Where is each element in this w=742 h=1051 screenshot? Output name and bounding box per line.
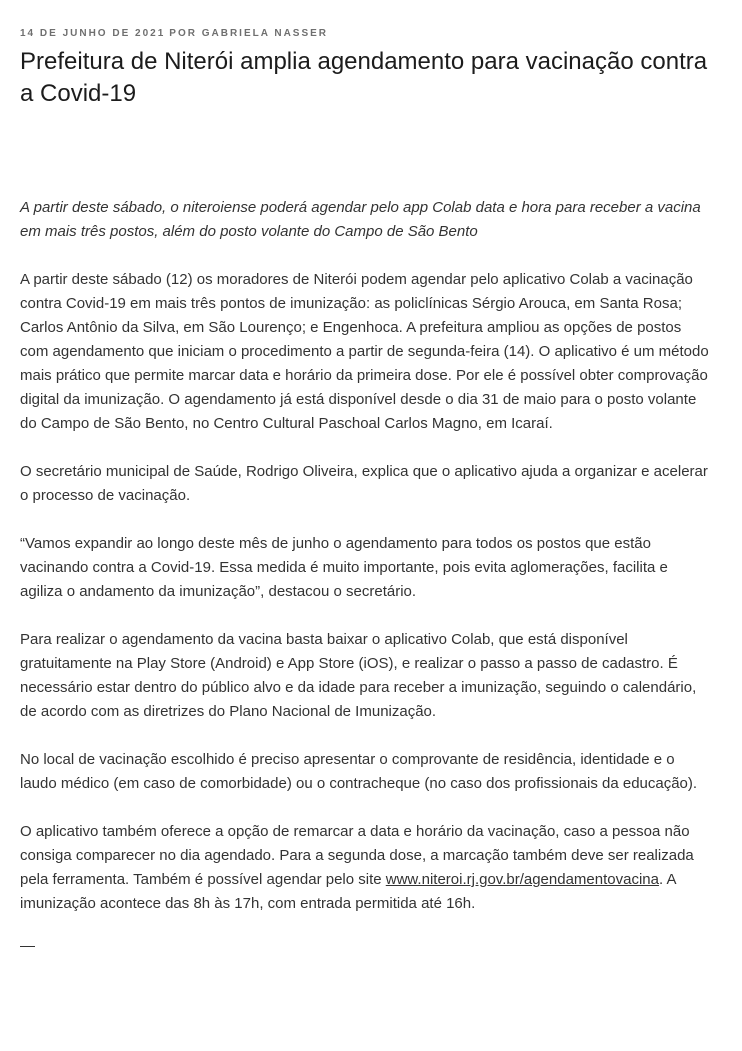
article-lead: A partir deste sábado, o niteroiense poderá agendar pelo app Colab data e hora para receber a vacina em mais três postos, além do posto volante do Campo de São Bento bbox=[20, 199, 701, 240]
last-paragraph-tail: . A imunização acontece das 8h às 17h, com entrada permitida até 16h. bbox=[20, 871, 676, 912]
article-title: Prefeitura de Niterói amplia agendamento para vacinação contra a Covid-19 bbox=[20, 48, 708, 107]
body-paragraph: Para realizar o agendamento da vacina basta baixar o aplicativo Colab, que está disponível gratuitamente na Play Store (Android) e App Store (iOS), e realizar o passo a passo de cadastro. É necessário estar dentro do público alvo e da idade para receber a imunização, seguindo o calendário, de acordo com as diretrizes do Plano Nacional de Imunização. bbox=[20, 631, 697, 720]
body-paragraph: A partir deste sábado (12) os moradores de Niterói podem agendar pelo aplicativo Colab a vacinação contra Covid-19 em mais três pontos de imunização: as policlínicas Sérgio Arouca, em Santa Rosa; Carlos Antônio da Silva, em São Lourenço; e Engenhoca. A prefeitura ampliou as opções de postos com agendamento que iniciam o procedimento a partir de segunda-feira (14). O aplicativo é um método mais prático que permite marcar data e horário da primeira dose. Por ele é possível obter comprovação digital da imunização. O agendamento já está disponível desde o dia 31 de maio para o posto volante do Campo de São Bento, no Centro Cultural Paschoal Carlos Magno, em Icaraí. bbox=[20, 271, 709, 432]
body-paragraph: O secretário municipal de Saúde, Rodrigo Oliveira, explica que o aplicativo ajuda a organizar e acelerar o processo de vacinação. bbox=[20, 463, 708, 504]
body-paragraph: No local de vacinação escolhido é preciso apresentar o comprovante de residência, identidade e o laudo médico (em caso de comorbidade) ou o contracheque (no caso dos profissionais da educação). bbox=[20, 751, 698, 792]
article-body bbox=[20, 268, 710, 916]
vaccine-scheduling-link[interactable]: www.niteroi.rj.gov.br/agendamentovacina bbox=[385, 871, 659, 888]
body-paragraph-last bbox=[20, 820, 710, 916]
body-paragraph: “Vamos expandir ao longo deste mês de junho o agendamento para todos os postos que estão vacinando contra a Covid-19. Essa medida é muito importante, pois evita aglomerações, facilita e agiliza o andamento da imunização”, destacou o secretário. bbox=[20, 535, 668, 600]
article-meta bbox=[20, 28, 710, 40]
last-paragraph-text: O aplicativo também oferece a opção de remarcar a data e horário da vacinação, caso a pessoa não consiga comparecer no dia agendado. Para a segunda dose, a marcação também deve ser realizada pela ferramenta. Também é possível agendar pelo site bbox=[20, 823, 694, 888]
author-byline: POR GABRIELA NASSER bbox=[169, 28, 329, 39]
end-divider bbox=[20, 946, 35, 947]
publish-date: 14 DE JUNHO DE 2021 bbox=[20, 28, 166, 39]
article bbox=[20, 0, 710, 947]
